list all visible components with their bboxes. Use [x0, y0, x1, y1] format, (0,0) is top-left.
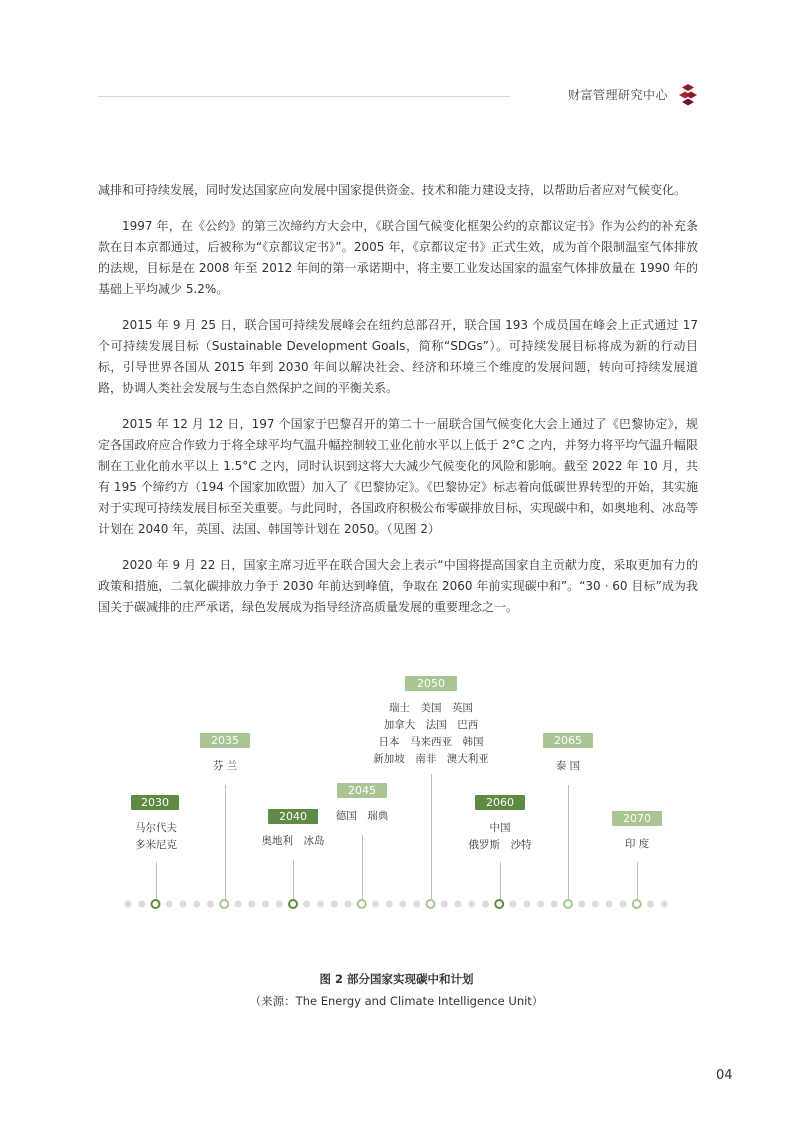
timeline-dot — [345, 901, 352, 908]
timeline-marker — [427, 900, 435, 908]
country-line: 加拿大 法国 巴西 — [383, 719, 479, 731]
country-line: 奥地利 冰岛 — [261, 835, 325, 847]
figure-source: （来源：The Energy and Climate Intelligence Unit） — [249, 994, 544, 1008]
timeline-dot — [468, 901, 475, 908]
timeline-dot — [482, 901, 489, 908]
timeline-dot — [317, 901, 324, 908]
year-tag-2070: 2070 — [612, 811, 662, 826]
country-line: 中国 — [489, 822, 511, 834]
country-line: 俄罗斯 沙特 — [468, 839, 532, 851]
paragraph-5: 2020 年 9 月 22 日，国家主席习近平在联合国大会上表示“中国将提高国家自主贡献力度，采取更加有力的政策和措施，二氧化碳排放力争于 2030 年前达到峰值，争取在 2060 年前实现碳中和”。“30 · 60 目标”成为我国关于碳减排的庄严承诺，绿色发展成为指导经济高质量发展的重要理念之一。 — [98, 558, 698, 614]
timeline-dot — [551, 901, 558, 908]
timeline-dot — [386, 901, 393, 908]
timeline-marker — [220, 900, 228, 908]
figure-caption: 图 2 部分国家实现碳中和计划 — [319, 972, 474, 986]
timeline-marker — [564, 900, 572, 908]
timeline-marker — [358, 900, 366, 908]
timeline-dot — [331, 901, 338, 908]
timeline-dot — [372, 901, 379, 908]
timeline-dot — [303, 901, 310, 908]
timeline-dot — [166, 901, 173, 908]
country-line: 德国 瑞典 — [335, 810, 389, 822]
timeline-dot — [276, 901, 283, 908]
paragraph-3: 2015 年 9 月 25 日，联合国可持续发展峰会在纽约总部召开，联合国 193 个成员国在峰会上正式通过 17 个可持续发展目标（Sustainable Development Goals，简称“SDGs”）。可持续发展目标将成为新的行动目标，引导世界各国从 2015 年到 2030 年间以解决社会、经济和环境三个维度的发展问题，转向可持续发展道路，协调人类社会发展与生态自然保护之间的平衡关系。 — [98, 318, 698, 395]
carbon-neutral-timeline — [0, 670, 793, 920]
timeline-marker — [633, 900, 641, 908]
timeline-dot — [441, 901, 448, 908]
timeline-dot — [235, 901, 242, 908]
timeline-dot — [523, 901, 530, 908]
country-line: 新加坡 南非 澳大利亚 — [373, 753, 489, 765]
timeline-dot — [620, 901, 627, 908]
year-tag-2050: 2050 — [405, 676, 457, 691]
paragraph-1: 减排和可持续发展，同时发达国家应向发展中国家提供资金、技术和能力建设支持，以帮助后者应对气候变化。 — [98, 183, 687, 197]
country-line: 泰 国 — [555, 760, 581, 772]
timeline-dot — [578, 901, 585, 908]
year-tag-2030: 2030 — [131, 795, 179, 810]
timeline-dot — [537, 901, 544, 908]
cube-logo-icon — [678, 84, 698, 106]
timeline-dot — [647, 901, 654, 908]
timeline-dot-row — [0, 670, 793, 920]
paragraph-4: 2015 年 12 月 12 日，197 个国家于巴黎召开的第二十一届联合国气候变化大会上通过了《巴黎协定》，规定各国政府应合作致力于将全球平均气温升幅控制较工业化前水平以上低于 2°C 之内，并努力将平均气温升幅限制在工业化前水平以上 1.5°C 之内，同时认识到这将大大减少气候变化的风险和影响。截至 2022 年 10 月，共有 195 个缔约方（194 个国家加欧盟）加入了《巴黎协定》。《巴黎协定》标志着向低碳世界转型的开始，其实施对于实现可持续发展目标至关重要。与此同时，各国政府积极公布零碳排放目标，实现碳中和，如奥地利、冰岛等计划在 2040 年，英国、法国、韩国等计划在 2050。（见图 2） — [98, 417, 699, 536]
country-line: 印 度 — [624, 838, 650, 850]
year-tag-2045: 2045 — [337, 783, 387, 798]
timeline-dot — [138, 901, 145, 908]
timeline-dot — [180, 901, 187, 908]
timeline-marker — [289, 900, 297, 908]
page-number: 04 — [716, 1068, 733, 1083]
country-line: 日本 马来西亚 韩国 — [378, 736, 484, 748]
timeline-dot — [661, 901, 668, 908]
header-rule — [98, 96, 510, 97]
body-text — [98, 180, 698, 633]
year-tag-2035: 2035 — [200, 733, 250, 748]
country-line: 芬 兰 — [212, 760, 238, 772]
year-tag-2065: 2065 — [543, 733, 593, 748]
timeline-marker — [495, 900, 503, 908]
timeline-dot — [413, 901, 420, 908]
timeline-dot — [262, 901, 269, 908]
year-tag-2060: 2060 — [475, 795, 525, 810]
paragraph-2: 1997 年，在《公约》的第三次缔约方大会中，《联合国气候变化框架公约的京都议定书》作为公约的补充条款在日本京都通过，后被称为“《京都议定书》”。2005 年，《京都议定书》正式生效，成为首个限制温室气体排放的法规，目标是在 2008 年至 2012 年间的第一承诺期中，将主要工业发达国家的温室气体排放量在 1990 年的基础上平均减少 5.2%。 — [98, 219, 698, 296]
timeline-dot — [193, 901, 200, 908]
timeline-marker — [152, 900, 160, 908]
header-title: 财富管理研究中心 — [568, 88, 669, 102]
timeline-dot — [125, 901, 132, 908]
timeline-dot — [510, 901, 517, 908]
country-line: 马尔代夫 — [135, 822, 177, 834]
timeline-dot — [606, 901, 613, 908]
timeline-dot — [592, 901, 599, 908]
country-line: 瑞士 美国 英国 — [389, 702, 473, 714]
year-tag-2040: 2040 — [268, 809, 318, 824]
country-line: 多米尼克 — [135, 839, 177, 851]
timeline-dot — [207, 901, 214, 908]
timeline-dot — [248, 901, 255, 908]
timeline-dot — [400, 901, 407, 908]
timeline-dot — [455, 901, 462, 908]
